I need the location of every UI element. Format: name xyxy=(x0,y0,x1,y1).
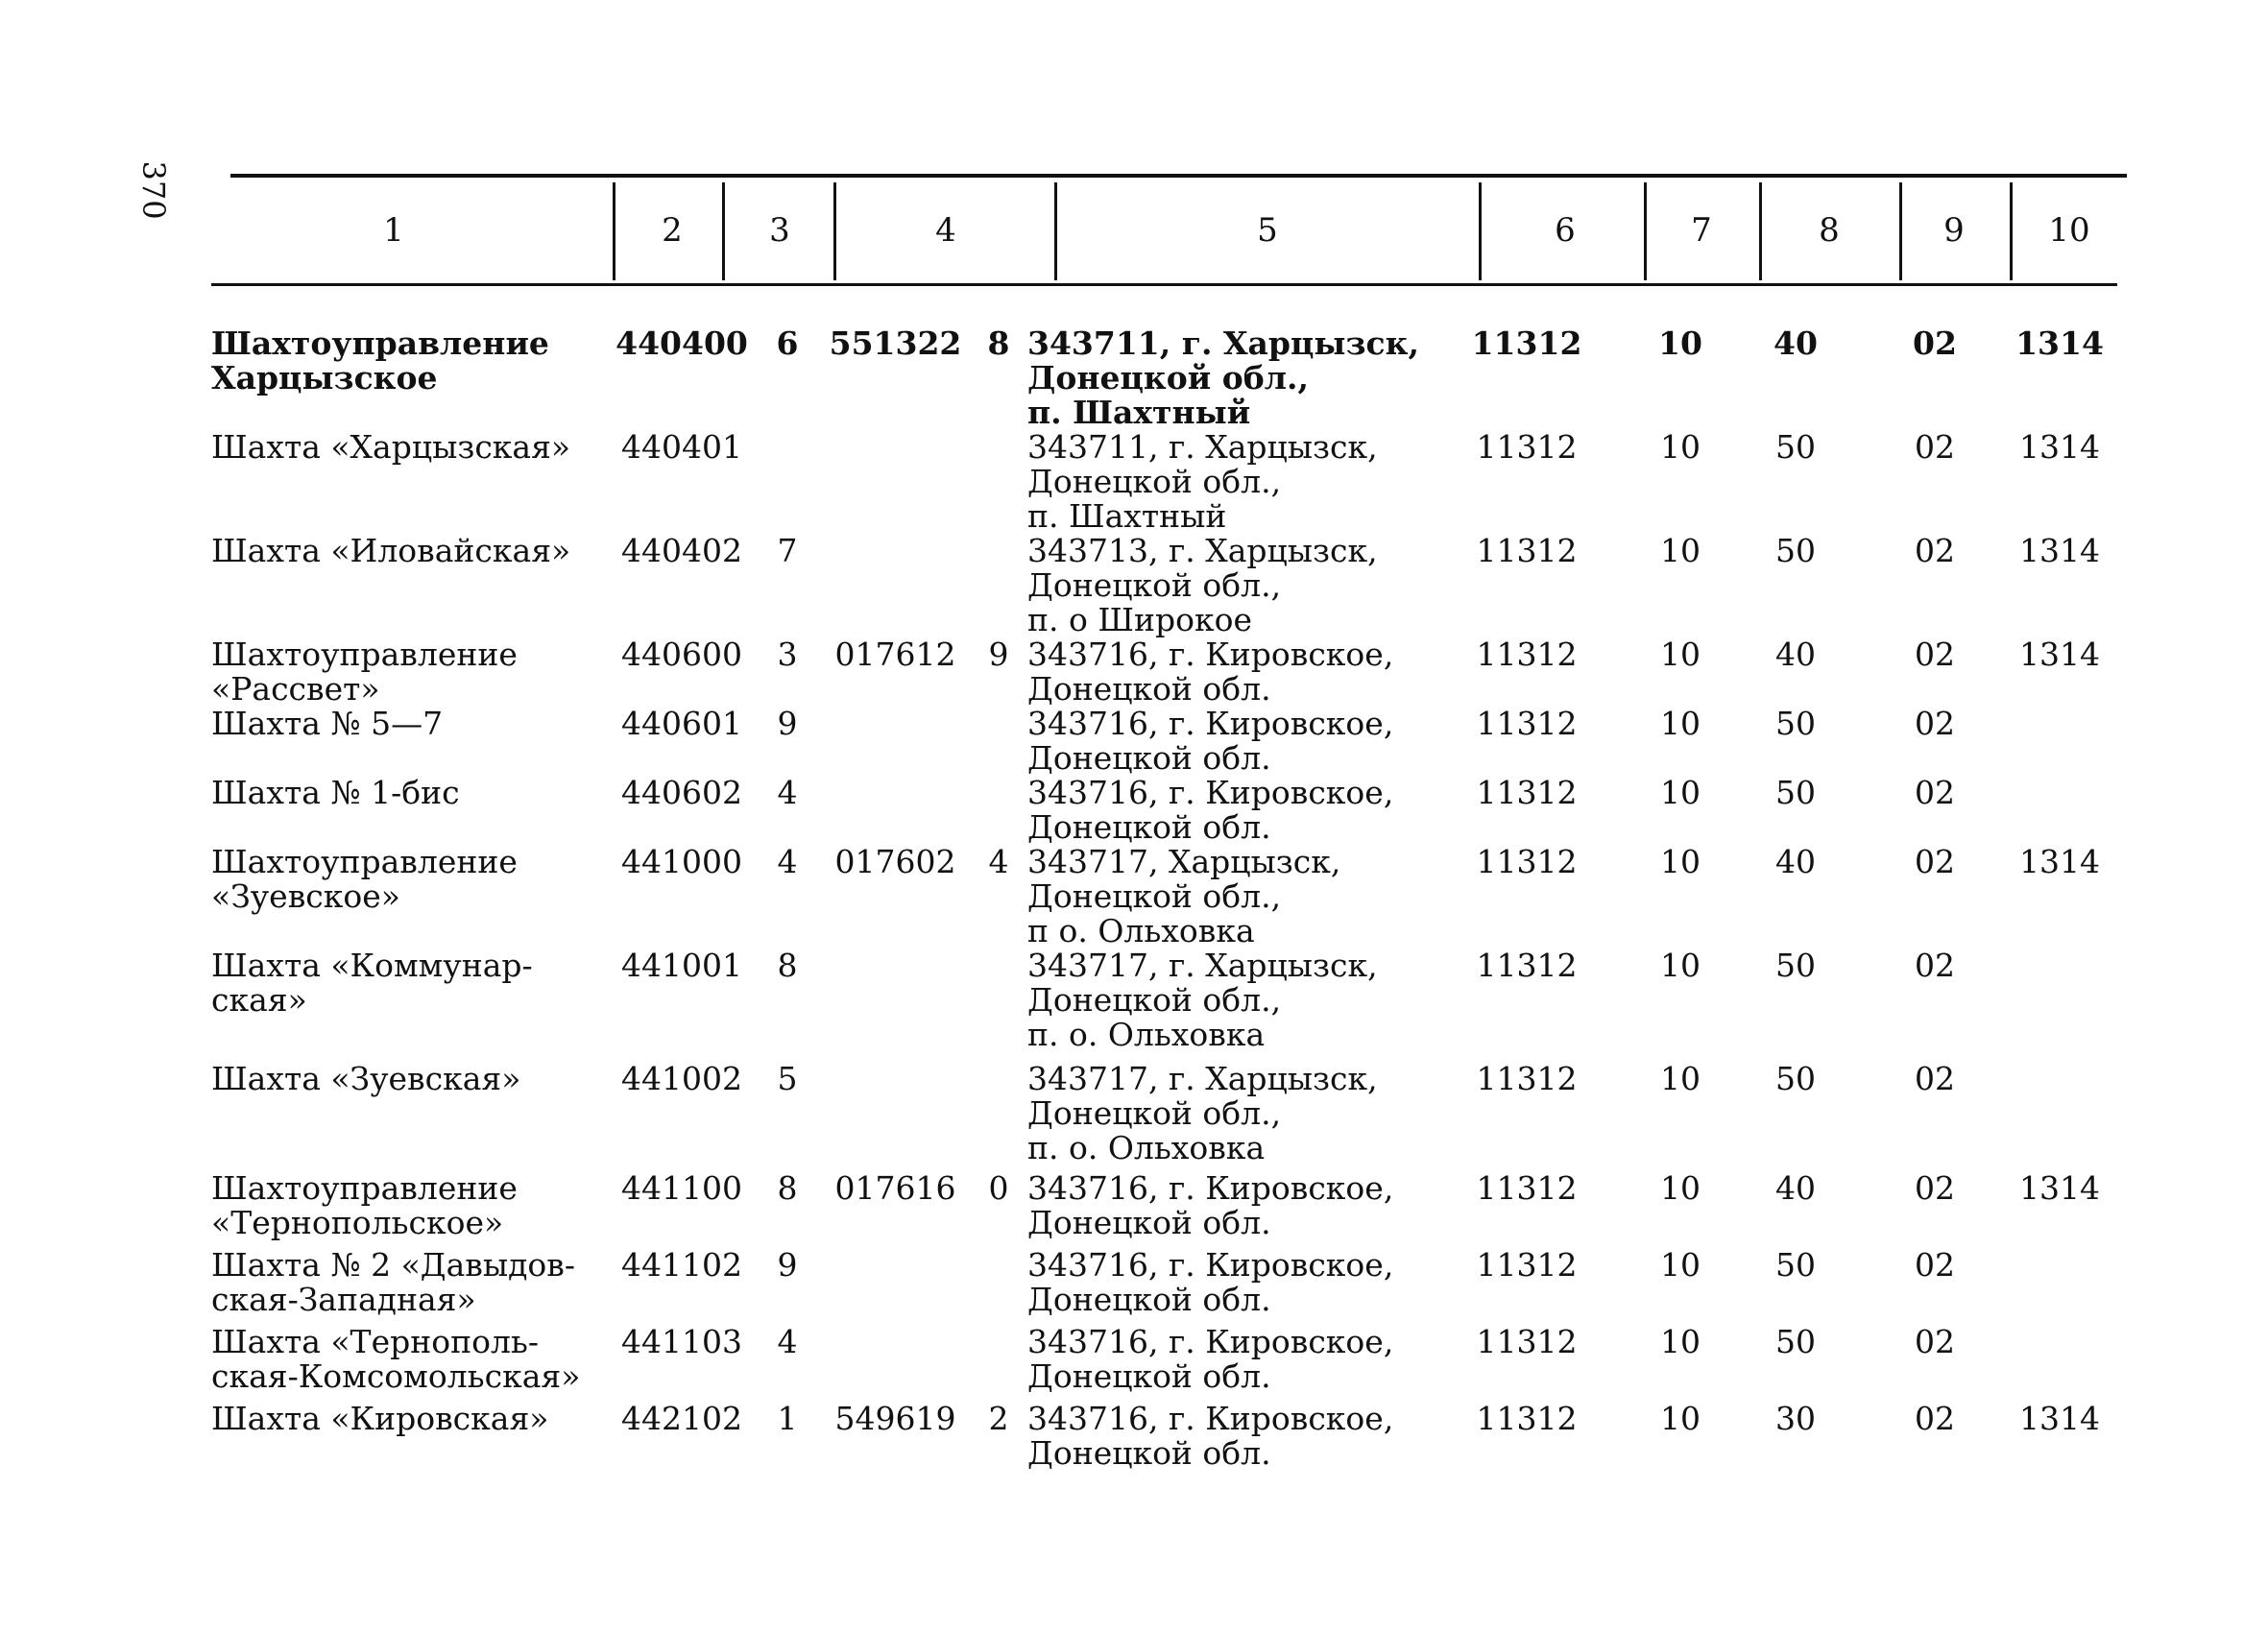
code-cell: 40 xyxy=(1775,636,1816,673)
header-cell: 8 xyxy=(1819,211,1840,250)
header-cell: 6 xyxy=(1555,211,1576,250)
header-separator xyxy=(2010,182,2013,280)
table-top-rule xyxy=(230,174,2127,178)
check-digit: 8 xyxy=(987,324,1010,362)
code-cell: 10 xyxy=(1660,636,1701,673)
check-digit: 4 xyxy=(777,774,798,811)
code-cell: 11312 xyxy=(1476,1060,1578,1097)
table-header-rule xyxy=(211,283,2117,286)
code-cell: 441100 xyxy=(621,1169,742,1207)
check-digit: 4 xyxy=(777,843,798,880)
code-cell: 11312 xyxy=(1476,1246,1578,1284)
address-cell: 343716, г. Кировское, Донецкой обл. xyxy=(1027,636,1394,708)
code-cell: 02 xyxy=(1913,324,1957,362)
code-cell: 02 xyxy=(1915,1169,1955,1207)
check-digit: 0 xyxy=(988,1169,1009,1207)
code-cell: 1314 xyxy=(2019,428,2100,466)
header-cell: 4 xyxy=(935,211,956,250)
code-cell: 11312 xyxy=(1471,324,1582,362)
code-cell: 10 xyxy=(1660,1246,1701,1284)
code-cell: 10 xyxy=(1660,947,1701,984)
code-cell: 30 xyxy=(1775,1400,1816,1437)
org-name: Шахта № 5—7 xyxy=(211,705,444,742)
org-name: Шахта «Коммунар- ская» xyxy=(211,947,533,1019)
code-cell: 10 xyxy=(1660,1060,1701,1097)
address-cell: 343716, г. Кировское, Донецкой обл. xyxy=(1027,1169,1394,1241)
check-digit: 4 xyxy=(777,1323,798,1360)
code-cell: 50 xyxy=(1775,705,1816,742)
code-cell: 11312 xyxy=(1476,532,1578,569)
code-cell: 551322 xyxy=(829,324,962,362)
code-cell: 40 xyxy=(1773,324,1818,362)
address-cell: 343711, г. Харцызск, Донецкой обл., п. Шахтный xyxy=(1027,428,1378,535)
header-separator xyxy=(1054,182,1057,280)
code-cell: 1314 xyxy=(2019,843,2100,880)
code-cell: 1314 xyxy=(2019,1400,2100,1437)
code-cell: 02 xyxy=(1915,1323,1955,1360)
header-separator xyxy=(613,182,615,280)
code-cell: 442102 xyxy=(621,1400,742,1437)
address-cell: 343717, Харцызск, Донецкой обл., п о. Ольховка xyxy=(1027,843,1341,949)
code-cell: 017612 xyxy=(834,636,956,673)
header-cell: 9 xyxy=(1943,211,1965,250)
check-digit: 1 xyxy=(777,1400,798,1437)
code-cell: 10 xyxy=(1660,774,1701,811)
code-cell: 1314 xyxy=(2019,636,2100,673)
check-digit: 9 xyxy=(777,1246,798,1284)
code-cell: 1314 xyxy=(2019,532,2100,569)
check-digit: 8 xyxy=(777,1169,798,1207)
code-cell: 02 xyxy=(1915,1060,1955,1097)
code-cell: 10 xyxy=(1660,843,1701,880)
check-digit: 2 xyxy=(988,1400,1009,1437)
address-cell: 343713, г. Харцызск, Донецкой обл., п. о Широкое xyxy=(1027,532,1378,638)
header-separator xyxy=(1759,182,1762,280)
code-cell: 1314 xyxy=(2019,1169,2100,1207)
code-cell: 11312 xyxy=(1476,774,1578,811)
address-cell: 343716, г. Кировское, Донецкой обл. xyxy=(1027,1400,1394,1472)
code-cell: 1314 xyxy=(2015,324,2104,362)
org-name: Шахта «Кировская» xyxy=(211,1400,549,1437)
address-cell: 343716, г. Кировское, Донецкой обл. xyxy=(1027,774,1394,846)
code-cell: 50 xyxy=(1775,1323,1816,1360)
org-name: Шахтоуправление «Рассвет» xyxy=(211,636,518,708)
org-name: Шахта № 1-бис xyxy=(211,774,460,811)
code-cell: 02 xyxy=(1915,428,1955,466)
address-cell: 343717, г. Харцызск, Донецкой обл., п. о. Ольховка xyxy=(1027,1060,1378,1166)
header-cell: 3 xyxy=(769,211,790,250)
code-cell: 440601 xyxy=(621,705,742,742)
code-cell: 11312 xyxy=(1476,705,1578,742)
code-cell: 11312 xyxy=(1476,1169,1578,1207)
code-cell: 11312 xyxy=(1476,636,1578,673)
code-cell: 10 xyxy=(1660,532,1701,569)
code-cell: 441000 xyxy=(621,843,742,880)
code-cell: 11312 xyxy=(1476,843,1578,880)
org-name: Шахта «Тернополь- ская-Комсомольская» xyxy=(211,1323,581,1395)
org-name: Шахтоуправление «Тернопольское» xyxy=(211,1169,518,1241)
code-cell: 40 xyxy=(1775,843,1816,880)
address-cell: 343717, г. Харцызск, Донецкой обл., п. о. Ольховка xyxy=(1027,947,1378,1053)
code-cell: 02 xyxy=(1915,774,1955,811)
code-cell: 50 xyxy=(1775,1060,1816,1097)
code-cell: 549619 xyxy=(834,1400,956,1437)
address-cell: 343716, г. Кировское, Донецкой обл. xyxy=(1027,1246,1394,1318)
code-cell: 50 xyxy=(1775,947,1816,984)
code-cell: 02 xyxy=(1915,843,1955,880)
header-separator xyxy=(833,182,836,280)
code-cell: 11312 xyxy=(1476,947,1578,984)
code-cell: 10 xyxy=(1660,1323,1701,1360)
org-name: Шахта «Иловайская» xyxy=(211,532,571,569)
code-cell: 50 xyxy=(1775,532,1816,569)
code-cell: 440401 xyxy=(621,428,742,466)
header-cell: 10 xyxy=(2048,211,2090,250)
code-cell: 441001 xyxy=(621,947,742,984)
header-cell: 7 xyxy=(1691,211,1712,250)
check-digit: 7 xyxy=(777,532,798,569)
org-name: Шахтоуправление «Зуевское» xyxy=(211,843,518,915)
header-cell: 1 xyxy=(383,211,404,250)
header-separator xyxy=(1644,182,1647,280)
org-name: Шахта № 2 «Давыдов- ская-Западная» xyxy=(211,1246,576,1318)
page-number: 370 xyxy=(135,160,172,220)
code-cell: 440600 xyxy=(621,636,742,673)
check-digit: 5 xyxy=(777,1060,798,1097)
check-digit: 4 xyxy=(988,843,1009,880)
code-cell: 10 xyxy=(1660,705,1701,742)
code-cell: 11312 xyxy=(1476,1400,1578,1437)
code-cell: 11312 xyxy=(1476,428,1578,466)
code-cell: 10 xyxy=(1660,1400,1701,1437)
address-cell: 343716, г. Кировское, Донецкой обл. xyxy=(1027,1323,1394,1395)
code-cell: 02 xyxy=(1915,705,1955,742)
code-cell: 02 xyxy=(1915,532,1955,569)
code-cell: 02 xyxy=(1915,636,1955,673)
org-name: Шахтоуправление Харцызское xyxy=(211,324,549,396)
code-cell: 441103 xyxy=(621,1323,742,1360)
address-cell: 343711, г. Харцызск, Донецкой обл., п. Шахтный xyxy=(1027,324,1419,431)
header-separator xyxy=(1899,182,1902,280)
check-digit: 9 xyxy=(988,636,1009,673)
code-cell: 11312 xyxy=(1476,1323,1578,1360)
code-cell: 017616 xyxy=(834,1169,956,1207)
code-cell: 441002 xyxy=(621,1060,742,1097)
header-cell: 2 xyxy=(662,211,683,250)
code-cell: 10 xyxy=(1660,428,1701,466)
code-cell: 017602 xyxy=(834,843,956,880)
code-cell: 440400 xyxy=(615,324,748,362)
header-separator xyxy=(1479,182,1482,280)
code-cell: 440602 xyxy=(621,774,742,811)
code-cell: 50 xyxy=(1775,428,1816,466)
code-cell: 02 xyxy=(1915,947,1955,984)
org-name: Шахта «Харцызская» xyxy=(211,428,571,466)
code-cell: 441102 xyxy=(621,1246,742,1284)
code-cell: 440402 xyxy=(621,532,742,569)
code-cell: 02 xyxy=(1915,1400,1955,1437)
check-digit: 6 xyxy=(776,324,799,362)
check-digit: 9 xyxy=(777,705,798,742)
header-cell: 5 xyxy=(1257,211,1278,250)
code-cell: 40 xyxy=(1775,1169,1816,1207)
check-digit: 3 xyxy=(777,636,798,673)
code-cell: 10 xyxy=(1660,1169,1701,1207)
header-separator xyxy=(722,182,725,280)
code-cell: 50 xyxy=(1775,774,1816,811)
code-cell: 02 xyxy=(1915,1246,1955,1284)
code-cell: 50 xyxy=(1775,1246,1816,1284)
check-digit: 8 xyxy=(777,947,798,984)
address-cell: 343716, г. Кировское, Донецкой обл. xyxy=(1027,705,1394,777)
code-cell: 10 xyxy=(1658,324,1702,362)
org-name: Шахта «Зуевская» xyxy=(211,1060,521,1097)
